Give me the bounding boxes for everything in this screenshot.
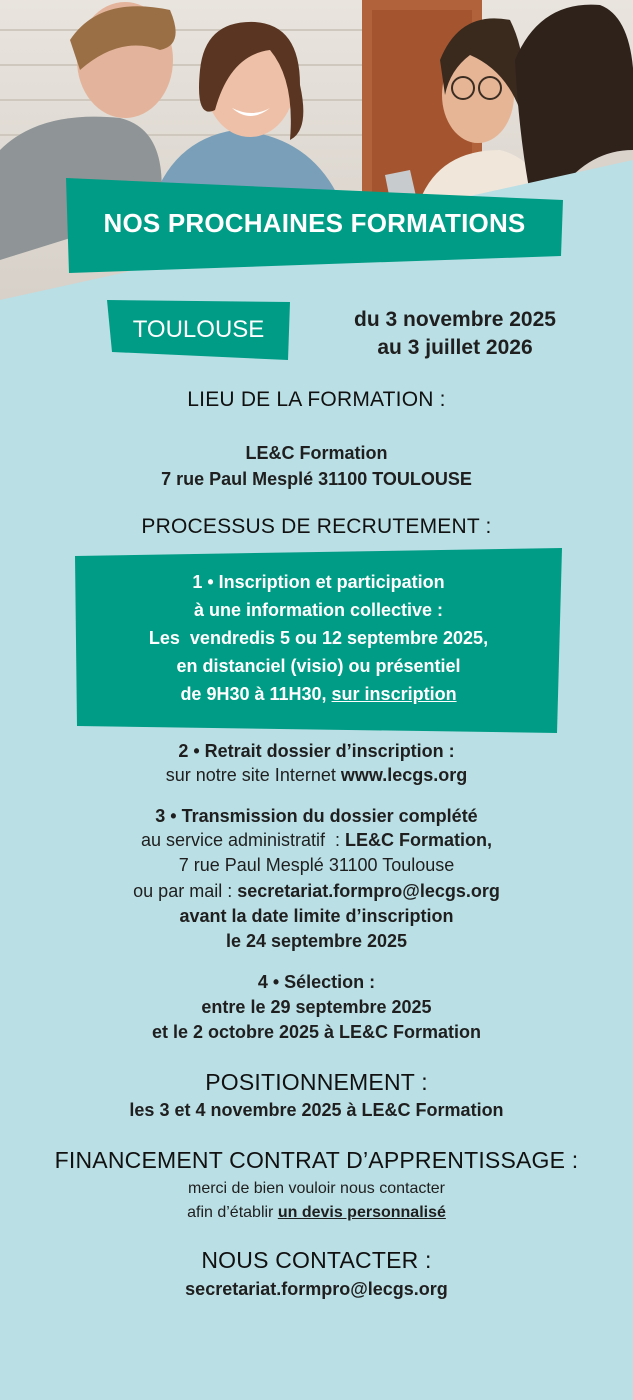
date-end: au 3 juillet 2026 [377, 336, 533, 359]
step4-line3: et le 2 octobre 2025 à LE&C Formation [151, 1022, 482, 1042]
step3-email-link[interactable]: secretariat.formpro@lecgs.org [237, 881, 500, 901]
step3-line3: 7 rue Paul Mesplé 31100 Toulouse [178, 855, 455, 875]
devis-link[interactable]: un devis personnalisé [277, 1204, 446, 1221]
lieu-heading: LIEU DE LA FORMATION : [187, 388, 446, 411]
step2-text [0, 763, 633, 787]
date-start: du 3 novembre 2025 [354, 308, 556, 331]
financement-line2 [0, 1201, 633, 1224]
positionnement-text: les 3 et 4 novembre 2025 à LE&C Formation [129, 1100, 504, 1120]
step1-line2: à une information collective : [193, 600, 444, 620]
step2-prefix: sur notre site Internet [165, 765, 341, 785]
step1-line1: 1 • Inscription et participation [192, 572, 445, 592]
city-name: TOULOUSE [132, 316, 265, 343]
step1-line5 [75, 680, 562, 708]
step3-line5: avant la date limite d’inscription [179, 906, 454, 926]
banner-title: NOS PROCHAINES FORMATIONS [103, 208, 526, 238]
step3-title: 3 • Transmission du dossier complété [155, 806, 478, 826]
step1-line4: en distanciel (visio) ou présentiel [176, 656, 461, 676]
step4-line2: entre le 29 septembre 2025 [201, 997, 432, 1017]
contact-heading: NOUS CONTACTER : [201, 1247, 432, 1273]
step3-org: LE&C Formation, [345, 830, 493, 850]
city-tag [107, 300, 290, 362]
website-link[interactable]: www.lecgs.org [340, 765, 468, 785]
financement-heading: FINANCEMENT CONTRAT D’APPRENTISSAGE : [54, 1147, 579, 1173]
financement-prefix: afin d’établir [187, 1204, 278, 1221]
step2-title: 2 • Retrait dossier d’inscription : [178, 741, 455, 761]
step1-box [75, 548, 562, 733]
positionnement-heading: POSITIONNEMENT : [205, 1069, 428, 1095]
lieu-name: LE&C Formation [245, 443, 388, 463]
step3-mail-prefix: ou par mail : [133, 881, 238, 901]
session-dates [315, 306, 595, 362]
inscription-link[interactable]: sur inscription [331, 684, 457, 704]
recrutement-heading: PROCESSUS DE RECRUTEMENT : [141, 515, 492, 538]
lieu-address: 7 rue Paul Mesplé 31100 TOULOUSE [161, 469, 472, 489]
financement-line1: merci de bien vouloir nous contacter [187, 1180, 446, 1197]
title-banner [66, 178, 563, 273]
step1-line3: Les vendredis 5 ou 12 septembre 2025, [148, 628, 489, 648]
step3-service: au service administratif : [140, 830, 346, 850]
step3-line2 [0, 828, 633, 852]
step1-time: de 9H30 à 11H30, [180, 684, 332, 704]
contact-email[interactable]: secretariat.formpro@lecgs.org [185, 1279, 448, 1299]
step3-line6: le 24 septembre 2025 [225, 931, 408, 951]
step4-title: 4 • Sélection : [257, 972, 376, 992]
step3-line4 [0, 879, 633, 903]
